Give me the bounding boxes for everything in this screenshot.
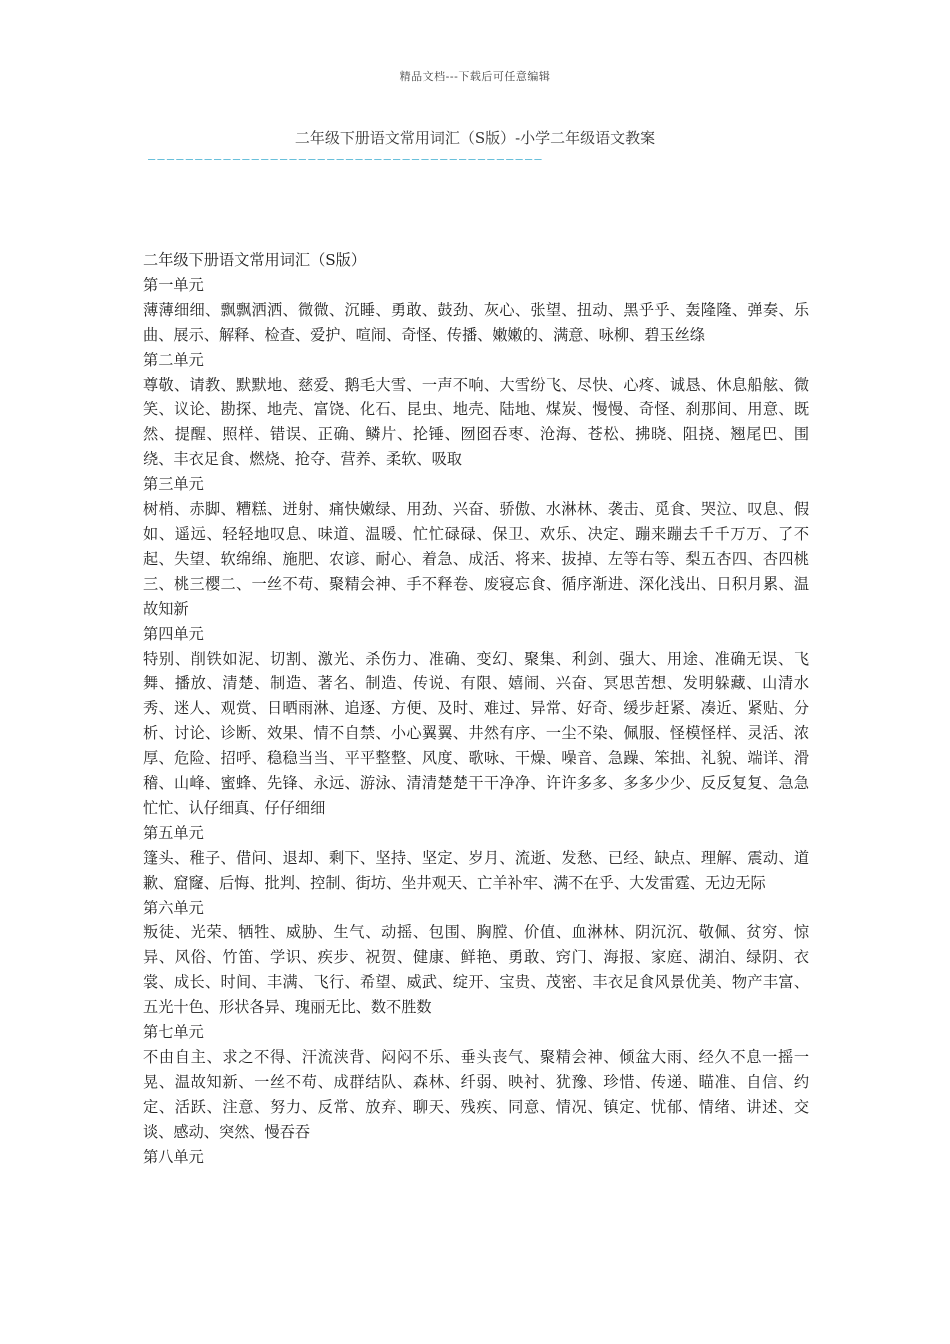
unit-heading-5: 第五单元 (143, 823, 204, 842)
unit-vocab-3: 树梢、赤脚、糟糕、迸射、痛快嫩绿、用劲、兴奋、骄傲、水淋林、袭击、觅食、哭泣、叹息、假如、遥远、轻轻地叹息、味道、温暖、忙忙碌碌、保卫、欢乐、决定、蹦来蹦去千千万万、了不起、失望、软绵绵、施肥、农谚、耐心、着急、成活、将来、拔掉、左等右等、梨五杏四、杏四桃三、桃三樱二、一丝不苟、聚精会神、手不释卷、废寝忘食、循序渐进、深化浅出、日积月累、温故知新 (143, 500, 809, 618)
unit-heading-1: 第一单元 (143, 275, 204, 294)
unit-heading-6: 第六单元 (143, 898, 204, 917)
unit-heading-2: 第二单元 (143, 350, 204, 369)
unit-vocab-2: 尊敬、请教、默默地、慈爱、鹅毛大雪、一声不响、大雪纷飞、尽快、心疼、诚恳、休息船舷、微笑、议论、勘探、地壳、富饶、化石、昆虫、地壳、陆地、煤炭、慢慢、奇怪、刹那间、用意、既然、提醒、照样、错误、正确、鳞片、抡锤、囫囵吞枣、沧海、苍松、拂晓、阻挠、翘尾巴、围绕、丰衣足食、燃烧、抢夺、营养、柔软、吸取 (143, 375, 809, 469)
unit-vocab-4: 特别、削铁如泥、切割、激光、杀伤力、准确、变幻、聚集、利剑、强大、用途、准确无误、飞舞、播放、清楚、制造、著名、制造、传说、有限、嬉闹、兴奋、冥思苦想、发明躲藏、山清水秀、迷人、观赏、日晒雨淋、追逐、方便、及时、难过、异常、好奇、缓步赶紧、凑近、紧贴、分析、讨论、诊断、效果、情不自禁、小心翼翼、井然有序、一尘不染、佩服、怪模怪样、灵活、浓厚、危险、招呼、稳稳当当、平平整整、风度、歌咏、干燥、噪音、急躁、笨拙、礼貌、端详、滑稽、山峰、蜜蜂、先锋、永远、游泳、清清楚楚干干净净、许许多多、多多少少、反反复复、急急忙忙、认仔细真、仔仔细细 (143, 649, 809, 817)
unit-heading-3: 第三单元 (143, 475, 204, 494)
title-underline-rule: —————————————————————————————————————————— (148, 152, 544, 166)
unit-heading-7: 第七单元 (143, 1023, 204, 1042)
unit-heading-4: 第四单元 (143, 624, 204, 643)
body-subtitle: 二年级下册语文常用词汇（S版） (143, 251, 367, 269)
unit-vocab-5: 篷头、稚子、借问、退却、剩下、坚持、坚定、岁月、流逝、发愁、已经、缺点、理解、震动、道歉、窟窿、后悔、批判、控制、街坊、坐井观天、亡羊补牢、满不在乎、大发雷霆、无边无际 (143, 848, 809, 892)
unit-heading-8: 第八单元 (143, 1147, 204, 1166)
unit-vocab-1: 薄薄细细、飘飘洒洒、微微、沉睡、勇敢、鼓劲、灰心、张望、扭动、黑乎乎、轰隆隆、弹奏、乐曲、展示、解释、检查、爱护、喧闹、奇怪、传播、嫩嫩的、满意、咏柳、碧玉丝绦 (143, 300, 809, 344)
header-note: 精品文档---下载后可任意编辑 (399, 70, 551, 83)
unit-vocab-7: 不由自主、求之不得、汗流浃背、闷闷不乐、垂头丧气、聚精会神、倾盆大雨、经久不息一摇一晃、温故知新、一丝不苟、成群结队、森林、纤弱、映衬、犹豫、珍惜、传递、瞄准、自信、约定、活跃、注意、努力、反常、放弃、聊天、残疾、同意、情况、镇定、忧郁、情绪、讲述、交谈、感动、突然、慢吞吞 (143, 1048, 809, 1141)
document-body (143, 248, 809, 1170)
document-title: 二年级下册语文常用词汇（S版）-小学二年级语文教案 (294, 129, 656, 147)
unit-vocab-6: 叛徒、光荣、牺牲、威胁、生气、动摇、包围、胸膛、价值、血淋林、阴沉沉、敬佩、贫穷、惊异、风俗、竹笛、学识、疾步、祝贺、健康、鲜艳、勇敢、窍门、海报、家庭、湖泊、绿阴、衣裳、成长、时间、丰满、飞行、希望、威武、绽开、宝贵、茂密、丰衣足食风景优美、物产丰富、五光十色、形状各异、瑰丽无比、数不胜数 (143, 923, 809, 1017)
